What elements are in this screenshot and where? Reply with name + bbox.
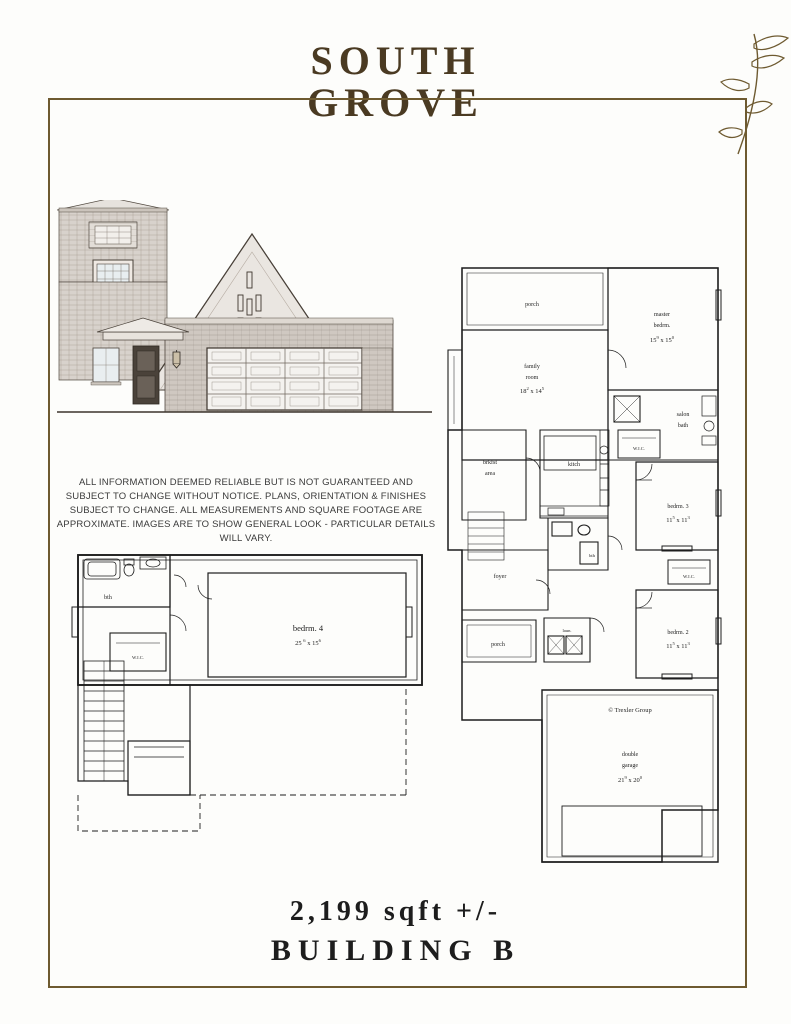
room-label-porch-rear: porch [525,302,539,308]
square-footage-label: 2,199 sqft +/- [289,896,502,927]
room-label-porch-front: porch [491,642,505,648]
room-label-foyer: foyer [493,574,507,580]
upper-floor-plan [70,545,430,855]
brand-title-line2: GROVE [307,80,484,125]
room-label-family-2: room [525,375,539,381]
room-label-wic-master: W.I.C. [633,446,645,451]
room-label-garage-1: double [621,752,639,758]
room-dims-garage: $21^9$ x $20^0$ [617,775,643,784]
room-dims-bedrm-2: $11^5$ x $11^3$ [666,641,690,650]
room-dims-bedrm-4: 25 $^6$ x $15^6$ [295,638,321,647]
room-label-kitch: kitch [568,462,580,468]
room-label-bth-hall: bth [589,553,595,558]
room-label-bedrm-4: bedrm. 4 [292,623,324,633]
room-label-garage-2: garage [622,763,638,769]
room-label-wic-upper: W.I.C. [132,655,144,660]
room-label-bth: bth [104,595,112,601]
brand-title-line1: SOUTH [310,38,481,83]
room-label-salon-1: salon [676,412,690,418]
room-dims-master: $15^9$ x $15^0$ [649,335,675,344]
room-dims-family: $18^2$ x $14^5$ [519,386,545,395]
room-label-bedrm-3: bedrm. 3 [667,504,689,510]
room-label-master-1: master [654,312,670,318]
room-label-master-2: bedrm. [653,323,671,329]
front-elevation-rendering [57,200,432,470]
copyright-note: © Trexler Group [608,707,652,714]
footer-block [0,896,791,968]
room-label-family-1: family [524,364,540,370]
room-label-wic-bedrm2: W.I.C. [683,574,695,579]
main-floor-plan [440,250,740,875]
room-label-salon-2: bath [677,423,689,429]
room-label-laundry: laun. [562,628,572,633]
building-label: BUILDING B [270,934,521,967]
room-label-brkfst-1: brkfst [483,460,497,466]
room-label-bedrm-2: bedrm. 2 [667,630,689,636]
room-dims-bedrm-3: $11^5$ x $11^3$ [666,515,690,524]
room-label-brkfst-2: area [485,471,495,477]
disclaimer-text: ALL INFORMATION DEEMED RELIABLE BUT IS NOT GUARANTEED AND SUBJECT TO CHANGE WITHOUT NOTICE. PLANS, ORIENTATION & FINISHES SUBJECT TO CHANGE. ALL MEASUREMENTS AND SQUARE FOOTAGE ARE APPROXIMATE. IMAGES ARE TO SHOW GENERAL LOOK - PARTICULAR DETAILS WILL VARY. [56,477,436,544]
